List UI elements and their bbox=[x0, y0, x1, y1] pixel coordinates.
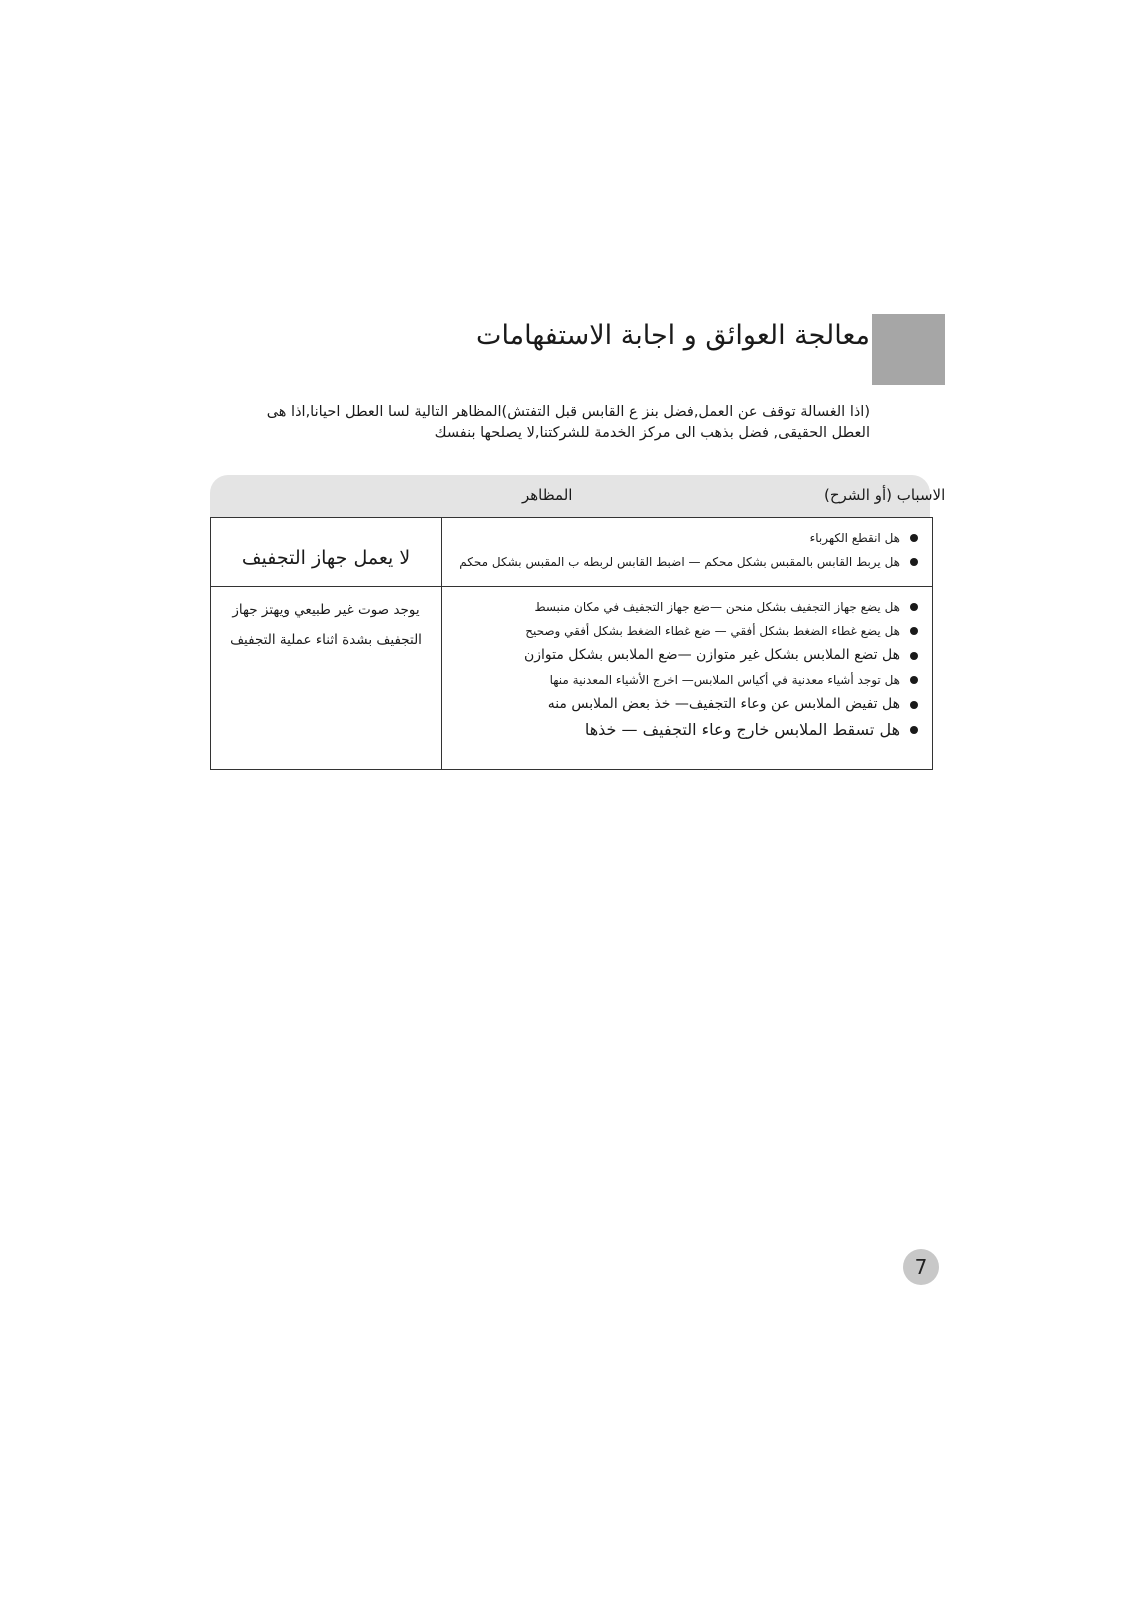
symptom-cell bbox=[211, 518, 442, 587]
header-causes: الاسباب (أو الشرح) bbox=[824, 486, 946, 504]
causes-list bbox=[442, 518, 932, 574]
list-item: هل تسقط الملابس خارج وعاء التجفيف — خذها bbox=[448, 717, 918, 743]
troubleshooting-table bbox=[210, 517, 933, 770]
intro-line-2: العطل الحقيقى, فضل بذهب الى مركز الخدمة للشركتنا,لا يصلحها بنفسك bbox=[434, 425, 870, 441]
causes-cell bbox=[442, 587, 933, 770]
table-header bbox=[210, 475, 946, 517]
page-title: معالجة العوائق و اجابة الاستفهامات bbox=[476, 320, 870, 351]
intro-paragraph bbox=[262, 402, 870, 444]
symptom-text: لا يعمل جهاز التجفيف bbox=[241, 547, 411, 569]
symptom-line-2: التجفيف بشدة اثناء عملية التجفيف bbox=[230, 632, 422, 648]
bullet-icon bbox=[910, 534, 918, 542]
bullet-icon bbox=[910, 652, 918, 660]
symptom-text bbox=[211, 595, 441, 655]
page-number-badge: 7 bbox=[903, 1249, 939, 1285]
bullet-icon bbox=[910, 558, 918, 566]
list-item: هل يضع جهاز التجفيف بشكل منحن —ضع جهاز التجفيف في مكان منبسط bbox=[448, 595, 918, 619]
header-symptoms: المظاهر bbox=[522, 486, 573, 504]
list-item: هل انقطع الكهرباء bbox=[448, 526, 918, 550]
list-item: هل يربط القابس بالمقبس بشكل محكم — اضبط القابس لربطه ب المقبس بشكل محكم bbox=[448, 550, 918, 574]
list-item: هل تضع الملابس بشكل غير متوازن —ضع الملابس بشكل متوازن bbox=[448, 643, 918, 668]
bullet-icon bbox=[910, 627, 918, 635]
table-row bbox=[211, 518, 933, 587]
causes-list bbox=[442, 587, 932, 743]
intro-line-1: (اذا الغسالة توقف عن العمل,فضل بنز ع القابس قبل التفتش)المظاهر التالية لسا العطل احيانا,اذا هى bbox=[266, 404, 870, 420]
title-grey-block bbox=[872, 314, 945, 385]
bullet-icon bbox=[910, 701, 918, 709]
symptom-line-1: يوجد صوت غير طبيعي ويهتز جهاز bbox=[232, 602, 420, 618]
list-item: هل يضع غطاء الضغط بشكل أفقي — ضع غطاء الضغط بشكل أفقي وصحيح bbox=[448, 619, 918, 643]
list-item: هل توجد أشياء معدنية في أكياس الملابس— اخرج الأشياء المعدنية منها bbox=[448, 668, 918, 692]
bullet-icon bbox=[910, 676, 918, 684]
causes-cell bbox=[442, 518, 933, 587]
list-item: هل تفيض الملابس عن وعاء التجفيف— خذ بعض الملابس منه bbox=[448, 692, 918, 717]
table-row bbox=[211, 587, 933, 770]
symptom-cell bbox=[211, 587, 442, 770]
bullet-icon bbox=[910, 726, 918, 734]
bullet-icon bbox=[910, 603, 918, 611]
